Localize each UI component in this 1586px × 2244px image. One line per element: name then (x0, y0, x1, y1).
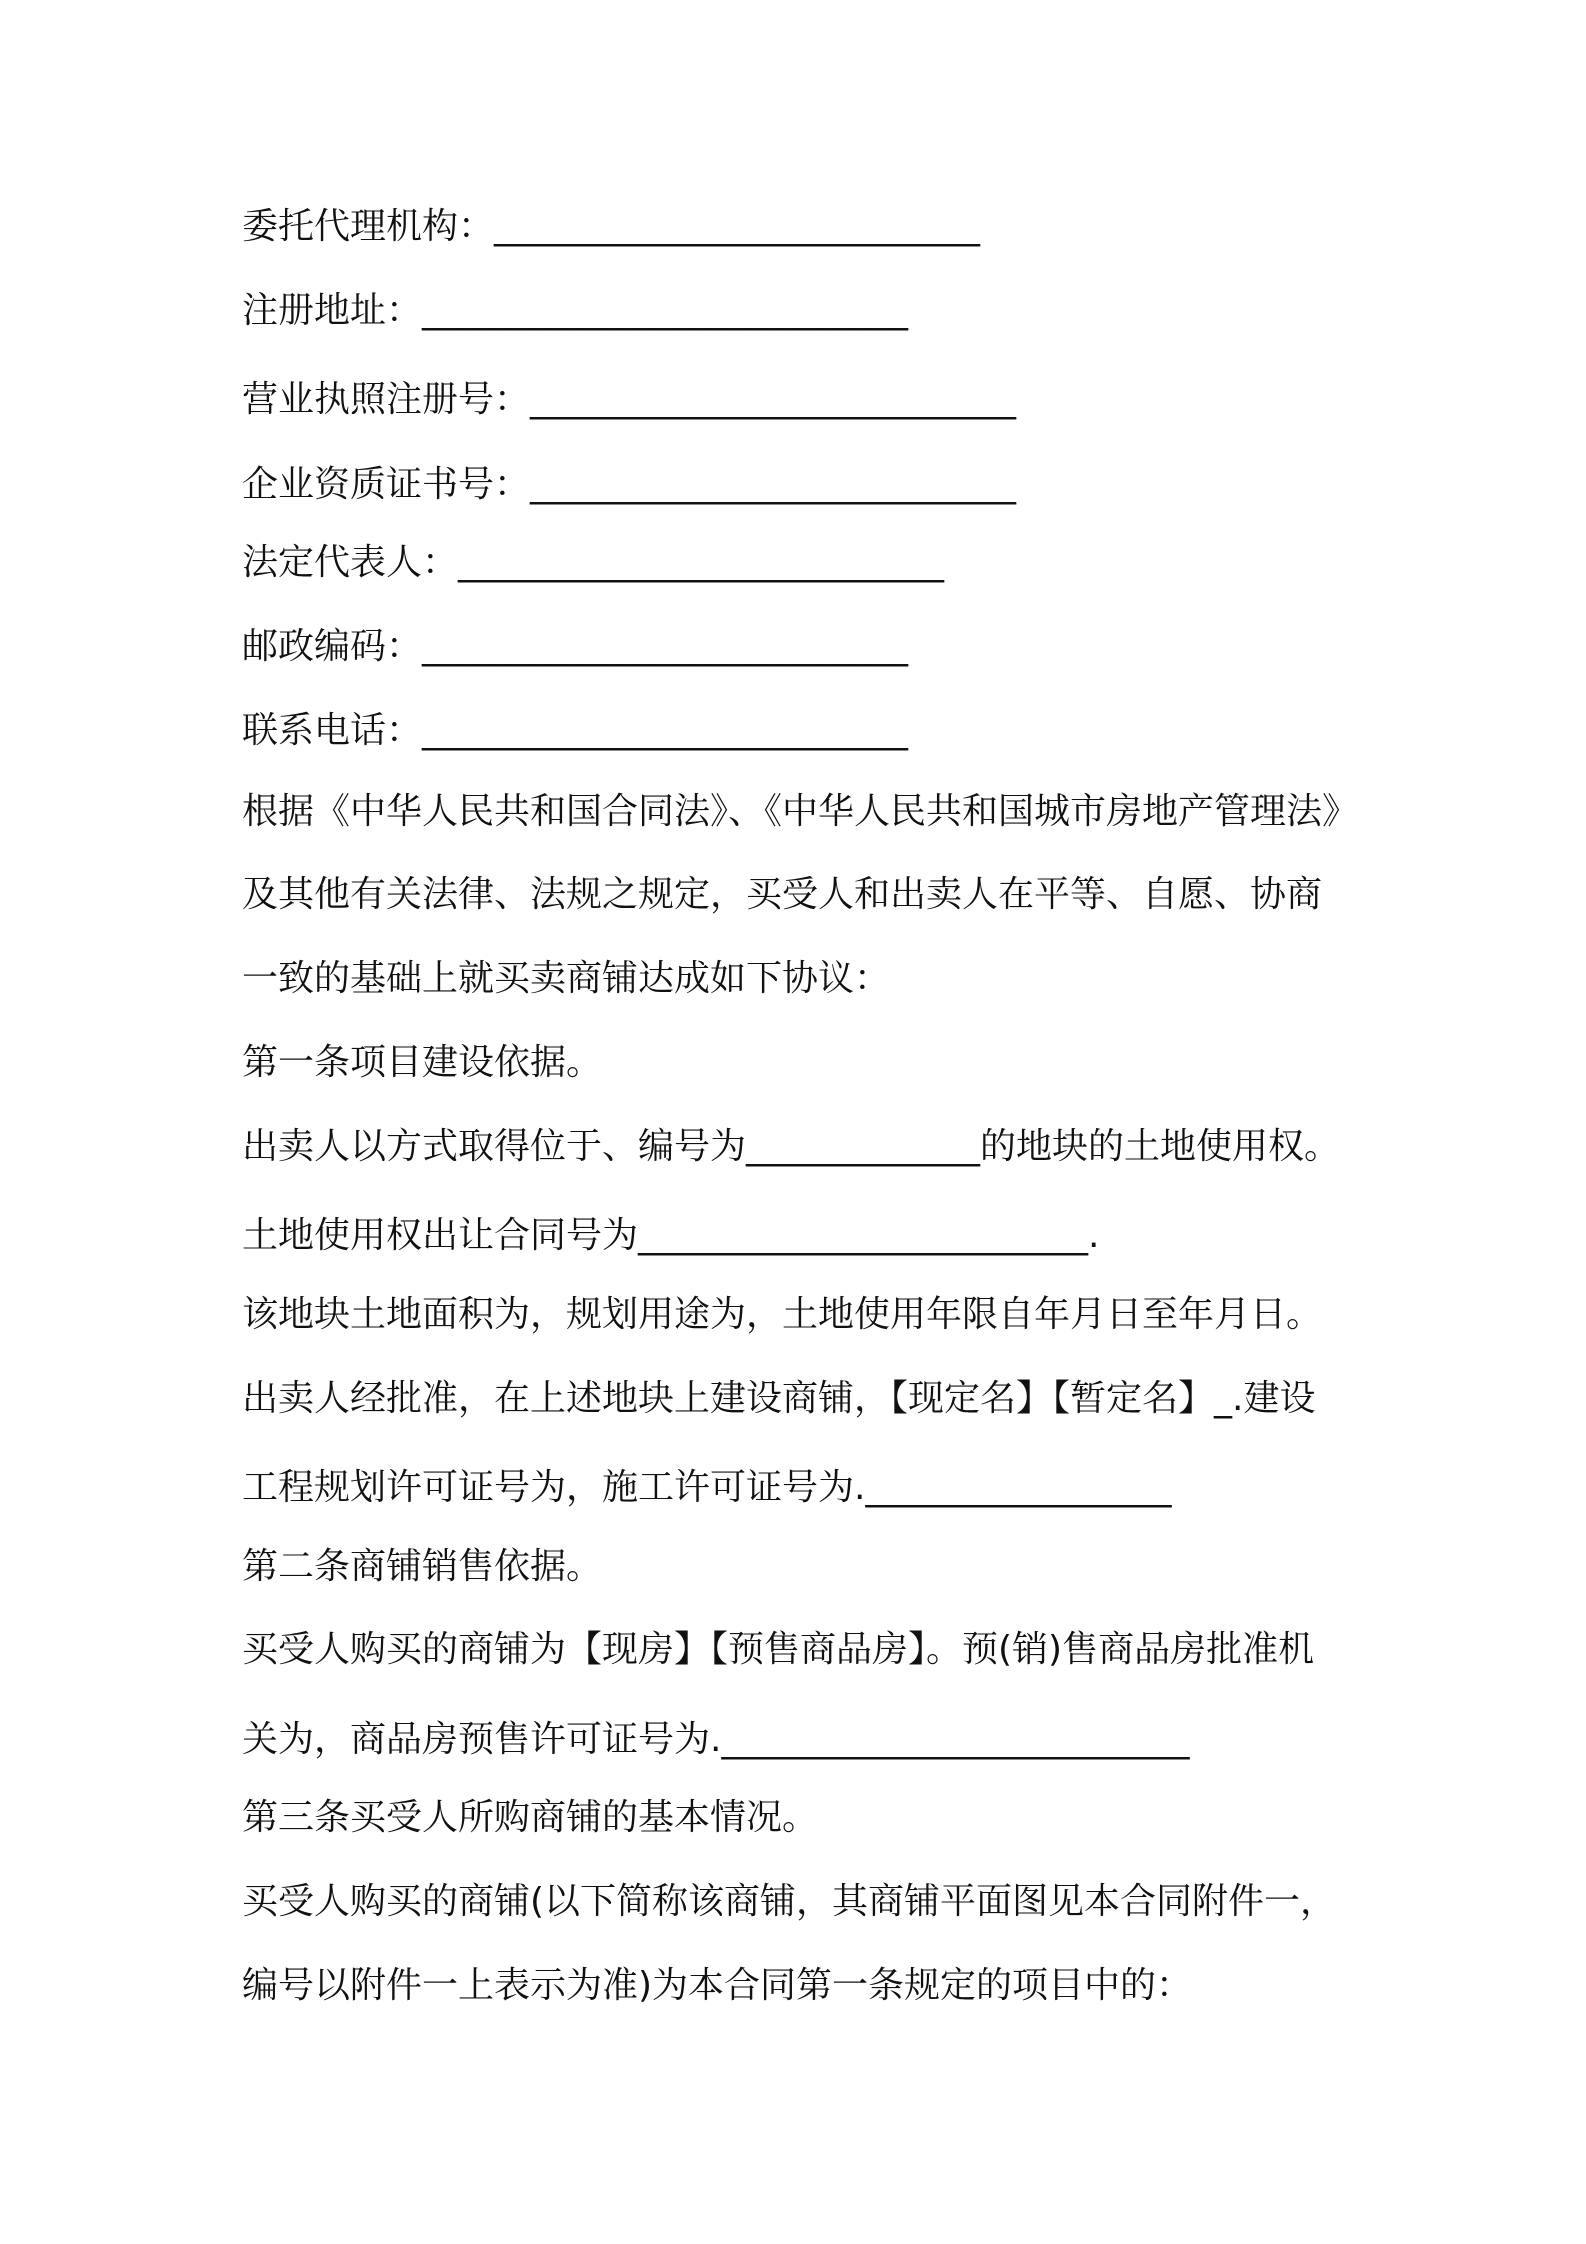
article-heading: 第二条商铺销售依据。 (242, 1546, 603, 1587)
paragraph-line: 该地块土地面积为，规划用途为，土地使用年限自年月日至年月日。 (242, 1294, 1323, 1335)
qualification-certificate-line: 企业资质证书号：___________________________ (242, 464, 1017, 505)
paragraph-line: 根据《中华人民共和国合同法》、《中华人民共和国城市房地产管理法》 (242, 791, 1359, 832)
registered-address-line: 注册地址：___________________________ (242, 290, 909, 331)
paragraph-line: 工程规划许可证号为，施工许可证号为._________________ (242, 1467, 1172, 1508)
legal-representative-line: 法定代表人：___________________________ (242, 542, 945, 583)
paragraph-line: 一致的基础上就买卖商铺达成如下协议： (242, 958, 891, 999)
postal-code-line: 邮政编码：___________________________ (242, 626, 909, 667)
business-license-line: 营业执照注册号：___________________________ (242, 379, 1017, 420)
paragraph-line: 买受人购买的商铺(以下简称该商铺，其商铺平面图见本合同附件一， (242, 1881, 1337, 1922)
article-heading: 第三条买受人所购商铺的基本情况。 (242, 1797, 819, 1838)
agent-institution-line: 委托代理机构：___________________________ (242, 206, 981, 247)
paragraph-line: 及其他有关法律、法规之规定，买受人和出卖人在平等、自愿、协商 (242, 874, 1323, 915)
paragraph-line: 编号以附件一上表示为准)为本合同第一条规定的项目中的： (242, 1965, 1193, 2006)
article-heading: 第一条项目建设依据。 (242, 1042, 603, 1083)
contact-phone-line: 联系电话：___________________________ (242, 710, 909, 751)
paragraph-line: 土地使用权出让合同号为_________________________. (242, 1215, 1100, 1256)
paragraph-line: 出卖人以方式取得位于、编号为_____________的地块的土地使用权。 (242, 1126, 1341, 1167)
paragraph-line: 出卖人经批准，在上述地块上建设商铺，【现定名】【暂定名】_.建设 (242, 1378, 1316, 1419)
paragraph-line: 买受人购买的商铺为【现房】【预售商品房】。预(销)售商品房批准机 (242, 1629, 1315, 1670)
paragraph-line: 关为，商品房预售许可证号为.__________________________ (242, 1719, 1190, 1760)
